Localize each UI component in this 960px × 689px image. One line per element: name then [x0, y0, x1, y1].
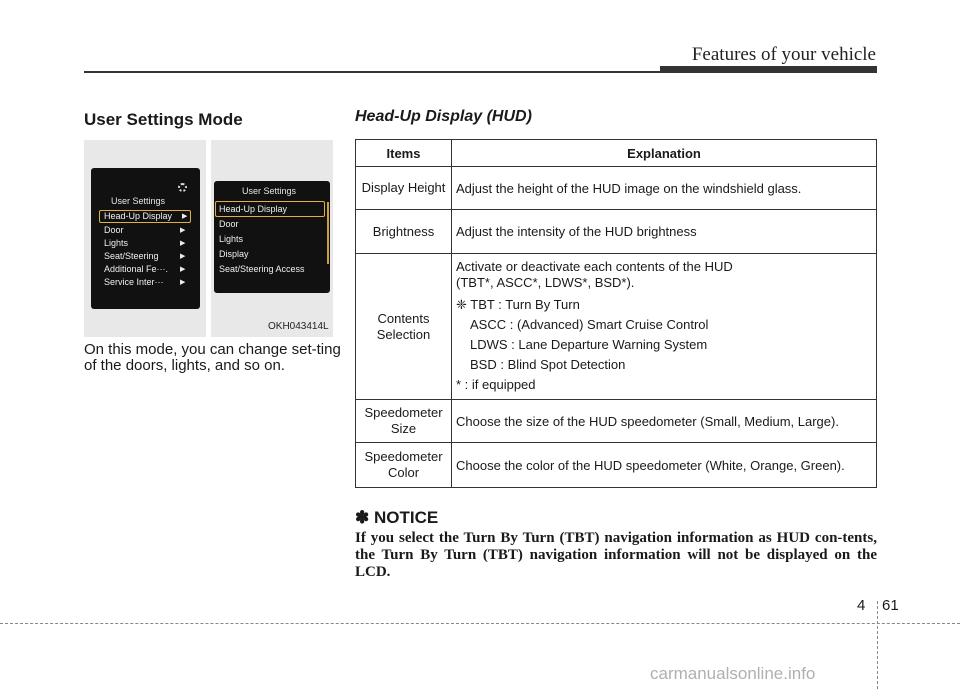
screen-item: Seat/Steering: [104, 251, 159, 261]
explanation-line: (TBT*, ASCC*, LDWS*, BSD*).: [456, 274, 635, 290]
hud-title: Head-Up Display (HUD): [355, 108, 532, 125]
footer-divider: [0, 623, 960, 624]
table-row: [356, 254, 877, 400]
screen-item: Display: [219, 249, 249, 259]
gear-icon: [178, 183, 187, 192]
explanation-line: ASCC : (Advanced) Smart Cruise Control: [470, 316, 709, 332]
watermark: carmanualsonline.info: [650, 664, 816, 683]
item-cell: Display Height: [356, 167, 452, 210]
table-row: [356, 167, 877, 210]
chevron-right-icon: ▶: [180, 253, 186, 260]
item-line: Speedometer: [364, 449, 443, 464]
item-line: Speedometer: [364, 405, 443, 420]
explanation-line: * : if equipped: [456, 376, 536, 392]
table-row: [356, 210, 877, 254]
explanation-cell: Choose the size of the HUD speedometer (Small, Medium, Large).: [452, 400, 877, 443]
chevron-right-icon: ▶: [180, 279, 186, 286]
chapter-number: 4: [857, 597, 866, 614]
chevron-right-icon: ▶: [180, 266, 186, 273]
table-header-row: [356, 140, 877, 167]
page-number: 61: [882, 597, 899, 614]
column-header: Items: [356, 140, 452, 167]
item-line: Color: [387, 465, 420, 480]
notice-title: ✽ NOTICE: [355, 508, 439, 527]
explanation-cell: [452, 254, 877, 400]
scroll-bar: [327, 202, 329, 264]
item-line: Selection: [376, 326, 431, 342]
explanation-cell: Adjust the height of the HUD image on the windshield glass.: [452, 167, 877, 210]
explanation-cell: Adjust the intensity of the HUD brightness: [452, 210, 877, 254]
item-cell: [356, 443, 452, 488]
screen-item: Head-Up Display: [104, 211, 173, 221]
table-row: [356, 443, 877, 488]
explanation-line: LDWS : Lane Departure Warning System: [470, 336, 708, 352]
screen-item: Additional Fe···.: [104, 264, 169, 274]
screen-item: Lights: [104, 238, 129, 248]
header-rule-thin: [84, 71, 660, 73]
explanation-line: ❈ TBT : Turn By Turn: [456, 296, 580, 312]
header-rule-thick: [660, 66, 877, 73]
body-text: On this mode, you can change set-ting of the doors, lights, and so on.: [84, 341, 341, 374]
figure-code: OKH043414L: [268, 321, 329, 332]
screen-item: Door: [219, 219, 239, 229]
table-row: [356, 400, 877, 443]
item-line: Contents: [377, 310, 430, 326]
item-cell: Brightness: [356, 210, 452, 254]
chevron-right-icon: ▶: [180, 240, 186, 247]
screen-item: Head-Up Display: [219, 204, 288, 214]
screen-item: Service Inter···: [104, 277, 164, 287]
column-header: Explanation: [452, 140, 877, 167]
hud-table: [355, 139, 877, 488]
section-title: User Settings Mode: [84, 110, 243, 129]
screen-item: Lights: [219, 234, 244, 244]
screen-item: Door: [104, 225, 124, 235]
screen-title-left: User Settings: [111, 196, 166, 206]
explanation-line: BSD : Blind Spot Detection: [470, 356, 626, 372]
item-line: Size: [390, 421, 417, 436]
chapter-header: Features of your vehicle: [691, 44, 876, 65]
footer-vertical-divider: [877, 601, 878, 689]
screen-item: Seat/Steering Access: [219, 264, 305, 274]
chevron-right-icon: ▶: [182, 213, 188, 220]
notice-text: If you select the Turn By Turn (TBT) navigation information as HUD con-tents, the Turn By Turn (TBT) navigation information will not be displayed on the LCD.: [355, 530, 877, 580]
chevron-right-icon: ▶: [180, 227, 186, 234]
explanation-cell: Choose the color of the HUD speedometer (White, Orange, Green).: [452, 443, 877, 488]
explanation-line: Activate or deactivate each contents of the HUD: [456, 258, 733, 274]
item-cell: [356, 400, 452, 443]
item-cell: [356, 254, 452, 400]
screen-title-right: User Settings: [242, 186, 297, 196]
